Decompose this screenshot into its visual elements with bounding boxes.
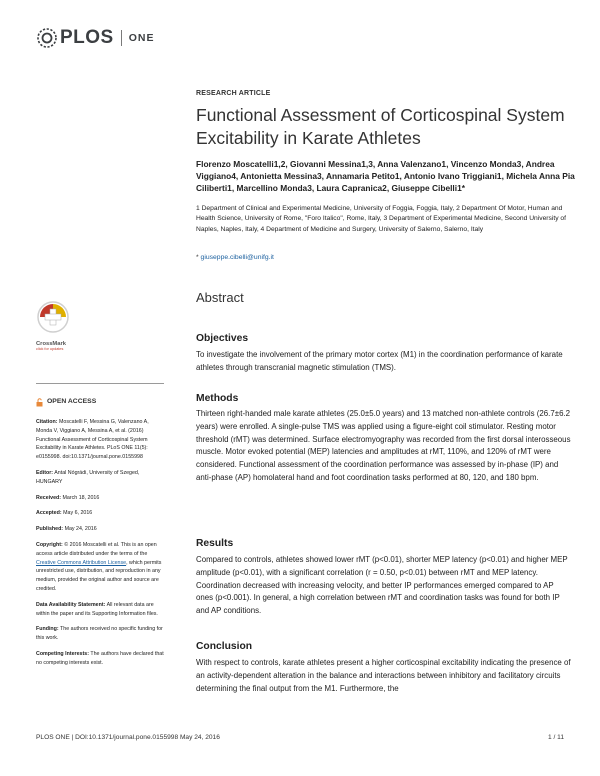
received-label: Received: [36,494,62,501]
editor-text: Antal Nógrádi, University of Szeged, HUNGARY [36,469,140,485]
author-list: Florenzo Moscatelli1,2, Giovanni Messina1,3, Anna Valenzano1, Vincenzo Monda3, Andrea Viggiano4, Antonietta Messina3, Annamaria Petito1, Antonio Ivano Triggiani1, Michela Anna Pia Ciliberti1, Marcellino Monda3, Laura Capranica2, Giuseppe Cibelli1* [196,159,575,194]
results-text: Compared to controls, athletes showed lower rMT (p<0.01), shorter MEP latency (p<0.01) and higher MEP amplitude (p<0.01), with a significant correlation (r = 0.50, p<0.01) between rMT and MEP latency. Coordination decreased with increasing velocity, and better IP performances emerged compared to AP ones (p<0.001). In general, a high correlation between rMT and coordination tasks was found for both IP and AP conditions. [196,555,568,616]
email-address[interactable]: giuseppe.cibelli@unifg.it [200,254,274,261]
journal-subname: ONE [128,32,155,44]
funding-text: The authors received no specific funding for this work. [36,626,163,642]
crossmark-sub: click for updates [36,347,64,351]
article-title: Functional Assessment of Corticospinal System Excitability in Karate Athletes [196,105,565,148]
citation-block [36,418,164,462]
data-availability-text: All relevant data are within the paper and its Supporting Information files. [36,601,158,617]
crossmark-badge[interactable] [36,300,72,351]
copyright-post: , which permits unrestricted use, distribution, and reproduction in any medium, provided the original author and source are credited. [36,559,162,592]
conclusion-text: With respect to controls, karate athletes present a higher corticospinal excitability indicating the presence of an activity-dependent alteration in the balance and interactions between inhibitory and facilitatory circuits determining the final output from the M1. Furthermore, the [196,658,571,693]
citation-text: Moscatelli F, Messina G, Valenzano A, Monda V, Viggiano A, Messina A, et al. (2016) Functional Assessment of Corticospinal System Excitability in Karate Athletes. PLoS ONE 11(5): e0155998. doi:10.1371/journal.pone.0155998 [36,419,149,461]
plos-logo-icon [36,27,58,49]
logo-divider [121,30,122,46]
page-number: 1 / 11 [547,734,564,741]
published-label: Published: [36,526,64,533]
affiliations: 1 Department of Clinical and Experimental Medicine, University of Foggia, Foggia, Italy, 2 Department Of Motor, Human and Health Science, University of Rome, "Foro Italico", Rome, Italy, 3 Department of Experimental Medicine, Second University of Naples, Naples, Italy, 4 Department of Medicine and Surgery, University of Salerno, Salerno, Italy [196,205,566,233]
copyright-pre: © 2016 Moscatelli et al. This is an open access article distributed under the terms of the [36,541,157,557]
open-access-badge [36,398,186,407]
crossmark-label: CrossMark [36,341,66,347]
funding-block [36,625,164,643]
abstract-heading: Abstract [196,290,244,305]
article-info-sidebar [36,383,186,675]
accepted-date: May 6, 2016 [63,510,93,517]
editor-block [36,469,164,487]
corresponding-star: * [196,254,199,261]
received-block [36,494,164,503]
crossmark-icon [36,300,70,334]
published-block [36,525,164,534]
published-date: May 24, 2016 [64,526,97,533]
license-link[interactable]: Creative Commons Attribution License [36,559,127,566]
open-access-label: OPEN ACCESS [47,398,97,406]
citation-label: Citation: [36,419,58,425]
conclusion-heading: Conclusion [196,641,253,652]
funding-label: Funding: [36,626,59,633]
competing-interests-block [36,650,164,668]
sidebar-divider [36,383,164,384]
methods-heading: Methods [196,393,239,404]
competing-interests-text: The authors have declared that no competing interests exist. [36,650,164,666]
corresponding-email[interactable] [196,254,274,261]
editor-label: Editor: [36,469,54,476]
copyright-label: Copyright: [36,541,63,548]
accepted-block [36,509,164,518]
objectives-heading: Objectives [196,333,249,344]
data-availability-block [36,601,164,619]
accepted-label: Accepted: [36,510,62,517]
copyright-block [36,541,164,594]
objectives-text: To investigate the involvement of the primary motor cortex (M1) in the coordination performance of karate athletes through transcranial magnetic stimulation (TMS). [196,350,563,372]
open-lock-icon [36,398,43,407]
received-date: March 18, 2016 [62,494,100,501]
data-availability-label: Data Availability Statement: [36,601,106,608]
journal-logo[interactable] [36,26,155,50]
results-heading: Results [196,538,234,549]
article-type: RESEARCH ARTICLE [196,90,271,97]
footer-citation: PLOS ONE | DOI:10.1371/journal.pone.0155998 May 24, 2016 [36,734,220,741]
competing-interests-label: Competing Interests: [36,650,89,657]
journal-name: PLOS [60,27,114,48]
methods-text: Thirteen right-handed male karate athletes (25.0±5.0 years) and 13 matched non-athlete controls (26.7±6.2 years) were enrolled. A single-pulse TMS was applied using a figure-eight coil stimulator. Resting motor threshold (rMT) was determined. Surface electromyography was recorded from the first dorsal interosseous muscle. Motor evoked potential (MEP) latencies and amplitudes at rMT, 110%, and 120% of rMT were considered. Functional assessment of the coordination performance was assessed by in-phase (IP) and anti-phase (AP) homolateral hand and foot coordination tasks performed at 80, 120, and 180 bpm. [196,409,571,482]
